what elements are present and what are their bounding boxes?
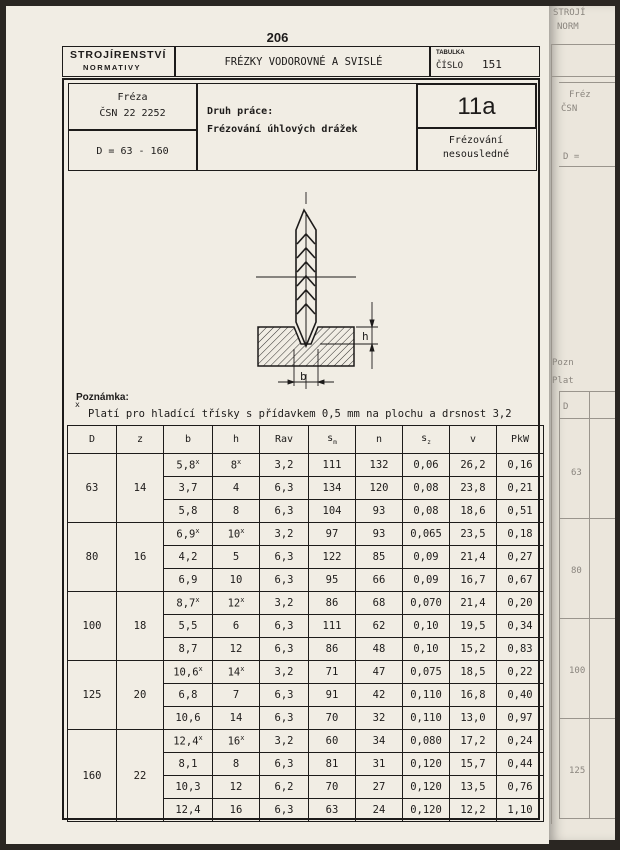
- column-header: v: [450, 426, 497, 454]
- cell-sz: 0,065: [403, 523, 450, 546]
- cell-pkw: 1,10: [497, 799, 544, 822]
- cell-sz: 0,120: [403, 753, 450, 776]
- cell-h: 8: [213, 500, 260, 523]
- cell-sz: 0,06: [403, 454, 450, 477]
- note-marker: x: [240, 527, 245, 536]
- adjacent-page-text: Plat: [552, 376, 574, 386]
- cell-v: 12,2: [450, 799, 497, 822]
- cell-sm: 134: [309, 477, 356, 500]
- cell-sm: 70: [309, 776, 356, 799]
- diameter-cell: 100: [68, 592, 117, 661]
- cell-b: 10,3: [164, 776, 213, 799]
- cell-n: 34: [356, 730, 403, 753]
- work-label: Druh práce:: [207, 106, 274, 117]
- cell-v: 13,0: [450, 707, 497, 730]
- cell-v: 16,8: [450, 684, 497, 707]
- cell-b: 6,8: [164, 684, 213, 707]
- tool-cell: [68, 83, 198, 171]
- note-marker: x: [240, 665, 245, 674]
- cell-sm: 97: [309, 523, 356, 546]
- cell-rav: 3,2: [260, 523, 309, 546]
- cell-h: 7: [213, 684, 260, 707]
- cell-sz: 0,080: [403, 730, 450, 753]
- cell-sm: 71: [309, 661, 356, 684]
- cell-sm: 111: [309, 615, 356, 638]
- cell-sz: 0,10: [403, 615, 450, 638]
- cell-v: 21,4: [450, 592, 497, 615]
- cutter: [296, 210, 316, 346]
- cell-b: 8,7$^x$: [164, 592, 213, 615]
- tool-label: Fréza: [117, 92, 148, 103]
- cell-pkw: 0,21: [497, 477, 544, 500]
- cell-v: 13,5: [450, 776, 497, 799]
- cell-n: 27: [356, 776, 403, 799]
- cell-rav: 3,2: [260, 454, 309, 477]
- cell-n: 47: [356, 661, 403, 684]
- tool-standard: ČSN 22 2252: [99, 108, 166, 119]
- cell-n: 62: [356, 615, 403, 638]
- cell-sz: 0,070: [403, 592, 450, 615]
- work-cell: [196, 83, 418, 171]
- table-row: [68, 661, 544, 684]
- method-line1: Frézování: [448, 135, 504, 146]
- table-row: [68, 454, 544, 477]
- column-header: h: [213, 426, 260, 454]
- cell-rav: 3,2: [260, 661, 309, 684]
- cell-h: 14: [213, 707, 260, 730]
- cell-sm: 60: [309, 730, 356, 753]
- adjacent-page-text: STROJÍ: [553, 8, 586, 18]
- cell-sz: 0,09: [403, 569, 450, 592]
- adjacent-page-text: 100: [569, 666, 586, 676]
- cell-sm: 86: [309, 592, 356, 615]
- teeth-cell: 16: [117, 523, 164, 592]
- teeth-cell: 22: [117, 730, 164, 822]
- cell-h: 12$^x$: [213, 592, 260, 615]
- cell-sm: 63: [309, 799, 356, 822]
- cell-n: 66: [356, 569, 403, 592]
- method-line2: nesousledné: [442, 149, 510, 160]
- note-marker: x: [237, 458, 242, 467]
- cell-pkw: 0,34: [497, 615, 544, 638]
- cell-v: 17,2: [450, 730, 497, 753]
- title-cell: [174, 46, 431, 77]
- cell-v: 23,8: [450, 477, 497, 500]
- cell-n: 32: [356, 707, 403, 730]
- cell-b: 3,7: [164, 477, 213, 500]
- cell-h: 12: [213, 776, 260, 799]
- cell-sm: 91: [309, 684, 356, 707]
- cell-rav: 6,3: [260, 707, 309, 730]
- cell-v: 26,2: [450, 454, 497, 477]
- adjacent-page-text: D: [563, 402, 569, 412]
- work-value: Frézování úhlových drážek: [207, 124, 358, 135]
- cell-pkw: 0,44: [497, 753, 544, 776]
- diameter-cell: 125: [68, 661, 117, 730]
- cell-n: 68: [356, 592, 403, 615]
- diameter-cell: 63: [68, 454, 117, 523]
- cell-sm: 70: [309, 707, 356, 730]
- cell-h: 10: [213, 569, 260, 592]
- cell-pkw: 0,40: [497, 684, 544, 707]
- cell-h: 10$^x$: [213, 523, 260, 546]
- column-header: PkW: [497, 426, 544, 454]
- publisher-subtitle: NORMATIVY: [83, 63, 141, 72]
- cell-rav: 6,3: [260, 615, 309, 638]
- cell-sm: 122: [309, 546, 356, 569]
- note-marker: x: [195, 458, 200, 467]
- document-page: [6, 6, 549, 844]
- cell-sz: 0,120: [403, 776, 450, 799]
- page-title: FRÉZKY VODOROVNÉ A SVISLÉ: [224, 56, 383, 68]
- cell-b: 10,6: [164, 707, 213, 730]
- cell-pkw: 0,20: [497, 592, 544, 615]
- cell-h: 5: [213, 546, 260, 569]
- cell-v: 15,2: [450, 638, 497, 661]
- cell-b: 4,2: [164, 546, 213, 569]
- cell-h: 4: [213, 477, 260, 500]
- cell-v: 15,7: [450, 753, 497, 776]
- cell-pkw: 0,67: [497, 569, 544, 592]
- adjacent-page-text: ČSN: [561, 104, 578, 114]
- cell-rav: 6,3: [260, 569, 309, 592]
- cell-rav: 3,2: [260, 592, 309, 615]
- cell-h: 16: [213, 799, 260, 822]
- cell-sm: 111: [309, 454, 356, 477]
- column-header: $s_m$: [309, 426, 356, 454]
- cell-n: 48: [356, 638, 403, 661]
- adjacent-page-text: 80: [571, 566, 582, 576]
- cell-sz: 0,08: [403, 477, 450, 500]
- divider: [69, 129, 197, 131]
- cell-b: 5,5: [164, 615, 213, 638]
- cell-b: 6,9$^x$: [164, 523, 213, 546]
- cell-pkw: 0,97: [497, 707, 544, 730]
- cell-h: 6: [213, 615, 260, 638]
- cell-h: 8: [213, 753, 260, 776]
- cell-sm: 86: [309, 638, 356, 661]
- note-marker: x: [240, 734, 245, 743]
- adjacent-page-text: Pozn: [552, 358, 574, 368]
- cell-rav: 3,2: [260, 730, 309, 753]
- table-row: [68, 523, 544, 546]
- table-row: [68, 592, 544, 615]
- column-header: n: [356, 426, 403, 454]
- note-marker: x: [240, 596, 245, 605]
- notes-star: x: [75, 400, 80, 409]
- cell-v: 18,6: [450, 500, 497, 523]
- cell-sz: 0,110: [403, 707, 450, 730]
- diameter-cell: 80: [68, 523, 117, 592]
- teeth-cell: 20: [117, 661, 164, 730]
- cell-b: 5,8: [164, 500, 213, 523]
- cell-sz: 0,09: [403, 546, 450, 569]
- cell-h: 12: [213, 638, 260, 661]
- cell-pkw: 0,22: [497, 661, 544, 684]
- teeth-cell: 18: [117, 592, 164, 661]
- cell-h: 16$^x$: [213, 730, 260, 753]
- column-header: b: [164, 426, 213, 454]
- cell-sm: 104: [309, 500, 356, 523]
- adjacent-page-text: 63: [571, 468, 582, 478]
- notes-text: Platí pro hladící třísky s přídavkem 0,5 mm na plochu a drsnost 3,2: [88, 408, 512, 420]
- cell-n: 85: [356, 546, 403, 569]
- column-header: D: [68, 426, 117, 454]
- column-header: Rav: [260, 426, 309, 454]
- cell-n: 132: [356, 454, 403, 477]
- cell-b: 12,4$^x$: [164, 730, 213, 753]
- cell-b: 6,9: [164, 569, 213, 592]
- adjacent-page-text: Fréz: [569, 90, 591, 100]
- dim-b-label: b: [300, 370, 307, 383]
- cell-n: 24: [356, 799, 403, 822]
- adjacent-page-text: D =: [563, 152, 580, 162]
- table-number: 151: [482, 58, 502, 71]
- cell-n: 93: [356, 500, 403, 523]
- cell-pkw: 0,18: [497, 523, 544, 546]
- code-cell: [416, 83, 537, 129]
- column-header: $s_z$: [403, 426, 450, 454]
- cell-sz: 0,08: [403, 500, 450, 523]
- note-marker: x: [198, 734, 203, 743]
- teeth-cell: 14: [117, 454, 164, 523]
- cell-b: 5,8$^x$: [164, 454, 213, 477]
- adjacent-page: [549, 6, 615, 840]
- operation-code: 11a: [457, 93, 496, 120]
- diameter-range: D = 63 - 160: [96, 146, 169, 157]
- cell-n: 31: [356, 753, 403, 776]
- cell-sz: 0,075: [403, 661, 450, 684]
- cell-pkw: 0,16: [497, 454, 544, 477]
- note-marker: x: [198, 665, 203, 674]
- cell-n: 93: [356, 523, 403, 546]
- cell-rav: 6,2: [260, 776, 309, 799]
- cell-b: 10,6$^x$: [164, 661, 213, 684]
- cell-pkw: 0,76: [497, 776, 544, 799]
- cell-rav: 6,3: [260, 477, 309, 500]
- cell-sm: 95: [309, 569, 356, 592]
- cell-rav: 6,3: [260, 546, 309, 569]
- cell-pkw: 0,83: [497, 638, 544, 661]
- notes-heading: Poznámka:: [76, 392, 129, 403]
- cell-sm: 81: [309, 753, 356, 776]
- note-marker: x: [195, 596, 200, 605]
- publisher-name: STROJÍRENSTVÍ: [70, 49, 167, 61]
- cell-pkw: 0,51: [497, 500, 544, 523]
- cell-sz: 0,10: [403, 638, 450, 661]
- table-number-cell: [429, 46, 540, 77]
- cell-sz: 0,110: [403, 684, 450, 707]
- cell-b: 8,7: [164, 638, 213, 661]
- cell-pkw: 0,27: [497, 546, 544, 569]
- note-marker: x: [195, 527, 200, 536]
- page-number: 206: [266, 30, 289, 45]
- diameter-cell: 160: [68, 730, 117, 822]
- cell-pkw: 0,24: [497, 730, 544, 753]
- table-row: [68, 730, 544, 753]
- adjacent-page-text: 125: [569, 766, 586, 776]
- cell-rav: 6,3: [260, 638, 309, 661]
- cell-b: 12,4: [164, 799, 213, 822]
- table-number-label: ČÍSLO: [436, 61, 464, 71]
- table-label: TABULKA: [436, 50, 465, 56]
- cell-v: 18,5: [450, 661, 497, 684]
- cell-v: 16,7: [450, 569, 497, 592]
- cell-h: 14$^x$: [213, 661, 260, 684]
- cell-h: 8$^x$: [213, 454, 260, 477]
- cell-v: 19,5: [450, 615, 497, 638]
- cell-v: 21,4: [450, 546, 497, 569]
- cell-b: 8,1: [164, 753, 213, 776]
- column-header: z: [117, 426, 164, 454]
- publisher-cell: [62, 46, 176, 77]
- dim-h-label: h: [362, 330, 369, 343]
- milling-drawing: [66, 174, 536, 394]
- cell-rav: 6,3: [260, 753, 309, 776]
- cell-v: 23,5: [450, 523, 497, 546]
- cutting-data-table: [67, 425, 544, 822]
- cell-rav: 6,3: [260, 500, 309, 523]
- cell-rav: 6,3: [260, 684, 309, 707]
- cell-n: 120: [356, 477, 403, 500]
- method-cell: [416, 127, 537, 171]
- adjacent-page-text: NORM: [557, 22, 579, 32]
- cell-n: 42: [356, 684, 403, 707]
- cell-rav: 6,3: [260, 799, 309, 822]
- cell-sz: 0,120: [403, 799, 450, 822]
